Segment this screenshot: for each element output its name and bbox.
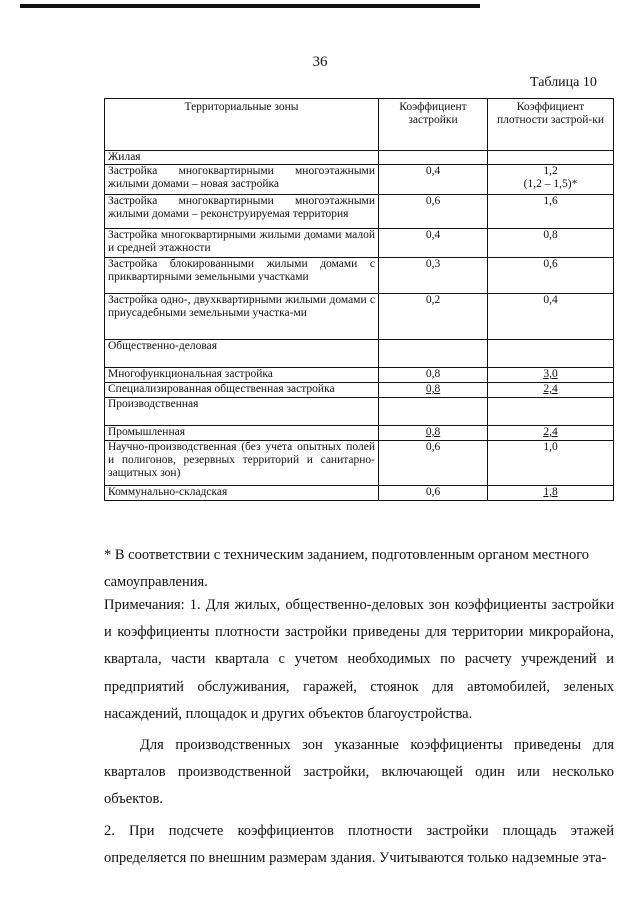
footnote: * В соответствии с техническим заданием, подготовленным органом местного самоуправления. xyxy=(104,547,590,590)
note-paragraph-2: Для производственных зон указанные коэффициенты приведены для кварталов производственной застройки, включающей один или несколько объектов. xyxy=(104,737,614,808)
coef-density-value: 1,2 xyxy=(543,165,558,177)
coef-build-cell xyxy=(379,398,488,426)
coef-density-value: 3,0 xyxy=(543,368,558,380)
coef-density-range-note: (1,2 – 1,5)* xyxy=(523,178,578,190)
zone-cell: Производственная xyxy=(105,398,379,426)
zone-cell: Застройка многоквартирными многоэтажными жилыми домами – реконструируемая территория xyxy=(105,195,379,229)
coef-density-cell xyxy=(488,340,614,368)
coef-density-cell: 0,8 xyxy=(488,229,614,258)
table-row xyxy=(105,486,614,501)
zone-cell: Застройка блокированными жилыми домами с приквартирными земельными участками xyxy=(105,258,379,294)
coef-density-value: 2,4 xyxy=(543,383,558,395)
coef-density-cell: 0,4 xyxy=(488,294,614,340)
page-number: 36 xyxy=(312,54,328,70)
coef-density-cell xyxy=(488,368,614,383)
table-row xyxy=(105,368,614,383)
table-row xyxy=(105,165,614,195)
table-header-row xyxy=(105,99,614,151)
coef-density-cell xyxy=(488,151,614,165)
table-row xyxy=(105,441,614,486)
coef-density-value: 1,8 xyxy=(543,486,558,498)
coef-density-cell: 0,6 xyxy=(488,258,614,294)
top-rule xyxy=(20,4,480,8)
zone-cell: Коммунально-складская xyxy=(105,486,379,501)
coef-build-cell: 0,4 xyxy=(379,229,488,258)
coef-build-cell: 0,8 xyxy=(379,368,488,383)
notes-section xyxy=(104,592,614,872)
table-row xyxy=(105,340,614,368)
header-zones: Территориальные зоны xyxy=(105,99,379,151)
coef-build-cell: 0,6 xyxy=(379,486,488,501)
zone-cell: Жилая xyxy=(105,151,379,165)
table-label: Таблица 10 xyxy=(530,75,597,90)
zone-cell: Застройка одно-, двухквартирными жилыми домами с приусадебными земельными участка-ми xyxy=(105,294,379,340)
coef-build-cell: 0,4 xyxy=(379,165,488,195)
table-row xyxy=(105,398,614,426)
coefficients-table xyxy=(104,98,614,501)
table-row xyxy=(105,383,614,398)
header-coef-density: Коэффициент плотности застрой-ки xyxy=(488,99,614,151)
zone-cell: Многофункциональная застройка xyxy=(105,368,379,383)
coef-density-value: 2,4 xyxy=(543,426,558,438)
zone-cell: Застройка многоквартирными жилыми домами малой и средней этажности xyxy=(105,229,379,258)
coef-build-cell xyxy=(379,426,488,441)
zone-cell: Научно-производственная (без учета опытных полей и полигонов, резервных территорий и санитарно-защитных зон) xyxy=(105,441,379,486)
header-coef-build: Коэффициент застройки xyxy=(379,99,488,151)
coef-density-cell xyxy=(488,398,614,426)
table-row xyxy=(105,151,614,165)
zone-cell: Промышленная xyxy=(105,426,379,441)
note-paragraph-1: Примечания: 1. Для жилых, общественно-деловых зон коэффициенты застройки и коэффициенты плотности застройки приведены для территории микрорайона, квартала, части квартала с учетом необходимых по расчету учреждений и предприятий обслуживания, гаражей, стоянок для автомобилей, зеленых насаждений, площадок и других объектов благоустройства. xyxy=(104,597,614,722)
coef-density-cell: 1,6 xyxy=(488,195,614,229)
coef-build-value: 0,8 xyxy=(425,426,441,438)
table-row xyxy=(105,294,614,340)
coef-build-cell: 0,3 xyxy=(379,258,488,294)
coef-build-cell: 0,6 xyxy=(379,441,488,486)
table-row xyxy=(105,229,614,258)
coef-density-cell xyxy=(488,383,614,398)
coef-density-cell xyxy=(488,165,614,195)
coef-build-cell: 0,2 xyxy=(379,294,488,340)
coef-density-cell xyxy=(488,486,614,501)
table-row xyxy=(105,258,614,294)
table-row xyxy=(105,426,614,441)
table-row xyxy=(105,195,614,229)
zone-cell: Специализированная общественная застройка xyxy=(105,383,379,398)
coef-build-cell xyxy=(379,340,488,368)
note-paragraph-3: 2. При подсчете коэффициентов плотности застройки площадь этажей определяется по внешним размерам здания. Учитываются только надземные эта- xyxy=(104,822,614,866)
zone-cell: Застройка многоквартирными многоэтажными жилыми домами – новая застройка xyxy=(105,165,379,195)
coef-density-cell xyxy=(488,426,614,441)
coef-build-cell xyxy=(379,383,488,398)
coef-density-cell: 1,0 xyxy=(488,441,614,486)
zone-cell: Общественно-деловая xyxy=(105,340,379,368)
coef-build-cell: 0,6 xyxy=(379,195,488,229)
coef-build-cell xyxy=(379,151,488,165)
coef-build-value: 0,8 xyxy=(425,383,441,395)
